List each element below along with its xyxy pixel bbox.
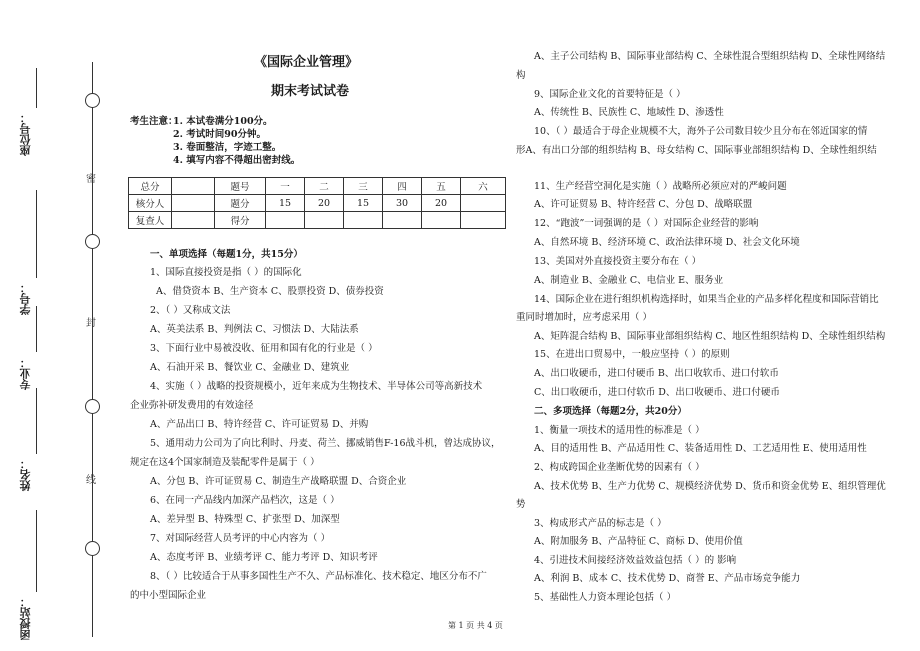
question-line: 形A、有出口分部的组织结构 B、母女结构 C、国际事业部组织结构 D、全球性组织结 [516, 145, 877, 156]
notice-label: 考生注意： [130, 116, 178, 127]
question-line: 1、国际直接投资是指（ ）的国际化 [150, 267, 302, 278]
table-cell: 核分人 [129, 195, 172, 212]
table-cell[interactable] [461, 212, 506, 229]
table-cell[interactable] [383, 212, 422, 229]
test-center-line [36, 510, 37, 592]
table-cell: 题分 [215, 195, 266, 212]
table-cell: 20 [422, 195, 461, 212]
question-line: 企业弥补研发费用的有效途径 [130, 400, 254, 411]
table-cell[interactable] [172, 178, 215, 195]
question-line: 8、（ ）比较适合于从事多国性生产不久、产品标准化、技术稳定、地区分布不广 [150, 571, 487, 582]
notice-item: 4. 填写内容不得超出密封线。 [173, 155, 301, 166]
table-row [129, 212, 506, 229]
question-line: 4、实施（ ）战略的投资规模小，近年来成为生物技术、半导体公司等高新技术 [150, 381, 483, 392]
question-line: A、目的适用性 B、产品适用性 C、装备适用性 D、工艺适用性 E、使用适用性 [534, 443, 867, 454]
question-line: A、主子公司结构 B、国际事业部结构 C、全球性混合型组织结构 D、全球性网络结 [534, 51, 886, 62]
course-title: 《国际企业管理》 [254, 55, 359, 70]
binding-hole [85, 541, 100, 556]
seal-char-mi: 密 [86, 174, 96, 185]
question-line: 7、对国际经营人员考评的中心内容为（ ） [150, 533, 331, 544]
student-id-line [36, 190, 37, 278]
table-cell: 总分 [129, 178, 172, 195]
name-label: 姓名： [19, 458, 32, 491]
question-line: 13、美国对外直接投资主要分布在（ ） [534, 256, 702, 267]
question-line: A、产品出口 B、特许经营 C、许可证贸易 D、并购 [150, 419, 369, 430]
question-line: A、传统性 B、民族性 C、地域性 D、渗透性 [534, 107, 724, 118]
major-label: 专业： [19, 357, 32, 390]
question-line: 重同时增加时，应考虑采用（ ） [516, 312, 653, 323]
table-cell: 15 [266, 195, 305, 212]
table-cell: 题号 [215, 178, 266, 195]
question-line: 3、构成形式产品的标志是（ ） [534, 518, 667, 529]
question-line: A、附加服务 B、产品特征 C、商标 D、使用价值 [534, 536, 743, 547]
question-line: 2、构成跨国企业垄断优势的因素有（ ） [534, 462, 705, 473]
question-line: 10、（ ）最适合于母企业规模不大，海外子公司数目较少且分布在邻近国家的情 [534, 126, 868, 137]
table-cell: 六 [461, 178, 506, 195]
table-cell: 一 [266, 178, 305, 195]
table-cell: 复查人 [129, 212, 172, 229]
binding-hole [85, 399, 100, 414]
question-line: 4、引进技术间接经济效益效益包括（ ）的 影响 [534, 555, 737, 566]
table-cell[interactable] [422, 212, 461, 229]
question-line: A、矩阵混合结构 B、国际事业部组织结构 C、地区性组织结构 D、全球性组织结构 [534, 331, 886, 342]
test-center-label: 函授站： [19, 596, 32, 640]
question-line: 的中小型国际企业 [130, 590, 207, 601]
question-line: 势 [516, 499, 526, 510]
binding-hole [85, 234, 100, 249]
name-line [36, 388, 37, 454]
table-row [129, 195, 506, 212]
table-cell[interactable] [172, 212, 215, 229]
section-heading: 二、多项选择（每题2分，共20分） [534, 406, 687, 417]
binding-hole [85, 93, 100, 108]
table-cell: 30 [383, 195, 422, 212]
seat-number-line [36, 68, 37, 108]
seal-char-feng: 封 [86, 318, 96, 329]
question-line: 构 [516, 70, 526, 81]
question-line: 6、在同一产品线内加深产品档次，这是（ ） [150, 495, 340, 506]
question-line: A、英美法系 B、判例法 C、习惯法 D、大陆法系 [150, 324, 359, 335]
table-cell: 15 [344, 195, 383, 212]
question-line: 5、基础性人力资本理论包括（ ） [534, 592, 677, 603]
question-line: A、技术优势 B、生产力优势 C、规模经济优势 D、货币和资金优势 E、组织管理优 [534, 481, 886, 492]
notice-item: 1. 本试卷满分100分。 [173, 116, 273, 127]
table-cell: 得分 [215, 212, 266, 229]
question-line: 11、生产经营空洞化是实施（ ）战略所必须应对的严峻问题 [534, 181, 787, 192]
question-line: A、利润 B、成本 C、技术优势 D、商誉 E、产品市场竞争能力 [534, 573, 801, 584]
table-cell [461, 195, 506, 212]
table-cell[interactable] [172, 195, 215, 212]
question-line: A、自然环境 B、经济环境 C、政治法律环境 D、社会文化环境 [534, 237, 800, 248]
seat-number-label: 座位号： [19, 112, 32, 156]
score-table [128, 177, 506, 229]
section-heading: 一、单项选择（每题1分，共15分） [150, 249, 303, 260]
question-line: 2、（ ）又称成文法 [150, 305, 231, 316]
table-cell[interactable] [266, 212, 305, 229]
table-cell[interactable] [305, 212, 344, 229]
question-line: C、出口收硬币，进口付软币 D、出口收硬币、进口付硬币 [534, 387, 780, 398]
question-line: A、制造业 B、金融业 C、电信业 E、服务业 [534, 275, 724, 286]
question-line: A、石油开采 B、餐饮业 C、金融业 D、建筑业 [150, 362, 350, 373]
table-cell: 二 [305, 178, 344, 195]
table-cell: 三 [344, 178, 383, 195]
table-cell: 五 [422, 178, 461, 195]
student-id-label: 学号： [19, 282, 32, 315]
question-line: 3、下面行业中易被没收、征用和国有化的行业是（ ） [150, 343, 378, 354]
question-line: 14、国际企业在进行组织机构选择时，如果当企业的产品多样化程度和国际营销比 [534, 294, 879, 305]
question-line: 9、国际企业文化的首要特征是（ ） [534, 89, 686, 100]
notice-item: 3. 卷面整洁，字迹工整。 [173, 142, 282, 153]
question-line: 12、“跑波”一词强调的是（ ）对国际企业经营的影响 [534, 218, 759, 229]
question-line: A、许可证贸易 B、特许经营 C、分包 D、战略联盟 [534, 199, 753, 210]
question-line: 规定在这4个国家制造及装配零件是属于（ ） [130, 457, 320, 468]
question-line: A、差异型 B、特殊型 C、扩张型 D、加深型 [150, 514, 340, 525]
question-line: A、借贷资本 B、生产资本 C、股票投资 D、债券投资 [156, 286, 384, 297]
question-line: A、出口收硬币，进口付硬币 B、出口收软币、进口付软币 [534, 368, 779, 379]
question-line: A、态度考评 B、业绩考评 C、能力考评 D、知识考评 [150, 552, 378, 563]
question-line: 5、通用动力公司为了向比利时、丹麦、荷兰、挪威销售F-16战斗机，曾达成协议， [150, 438, 501, 449]
seal-char-xian: 线 [86, 475, 96, 486]
notice-item: 2. 考试时间90分钟。 [173, 129, 266, 140]
question-line: 15、在进出口贸易中，一般应坚持（ ）的原则 [534, 349, 730, 360]
page-number: 第 1 页 共 4 页 [448, 621, 503, 630]
table-cell: 四 [383, 178, 422, 195]
question-line: A、分包 B、许可证贸易 C、制造生产战略联盟 D、合资企业 [150, 476, 407, 487]
question-line: 1、衡量一项技术的适用性的标准是（ ） [534, 425, 705, 436]
table-cell[interactable] [344, 212, 383, 229]
table-cell: 20 [305, 195, 344, 212]
table-row [129, 178, 506, 195]
exam-title: 期末考试试卷 [271, 84, 350, 99]
major-line [36, 306, 37, 352]
